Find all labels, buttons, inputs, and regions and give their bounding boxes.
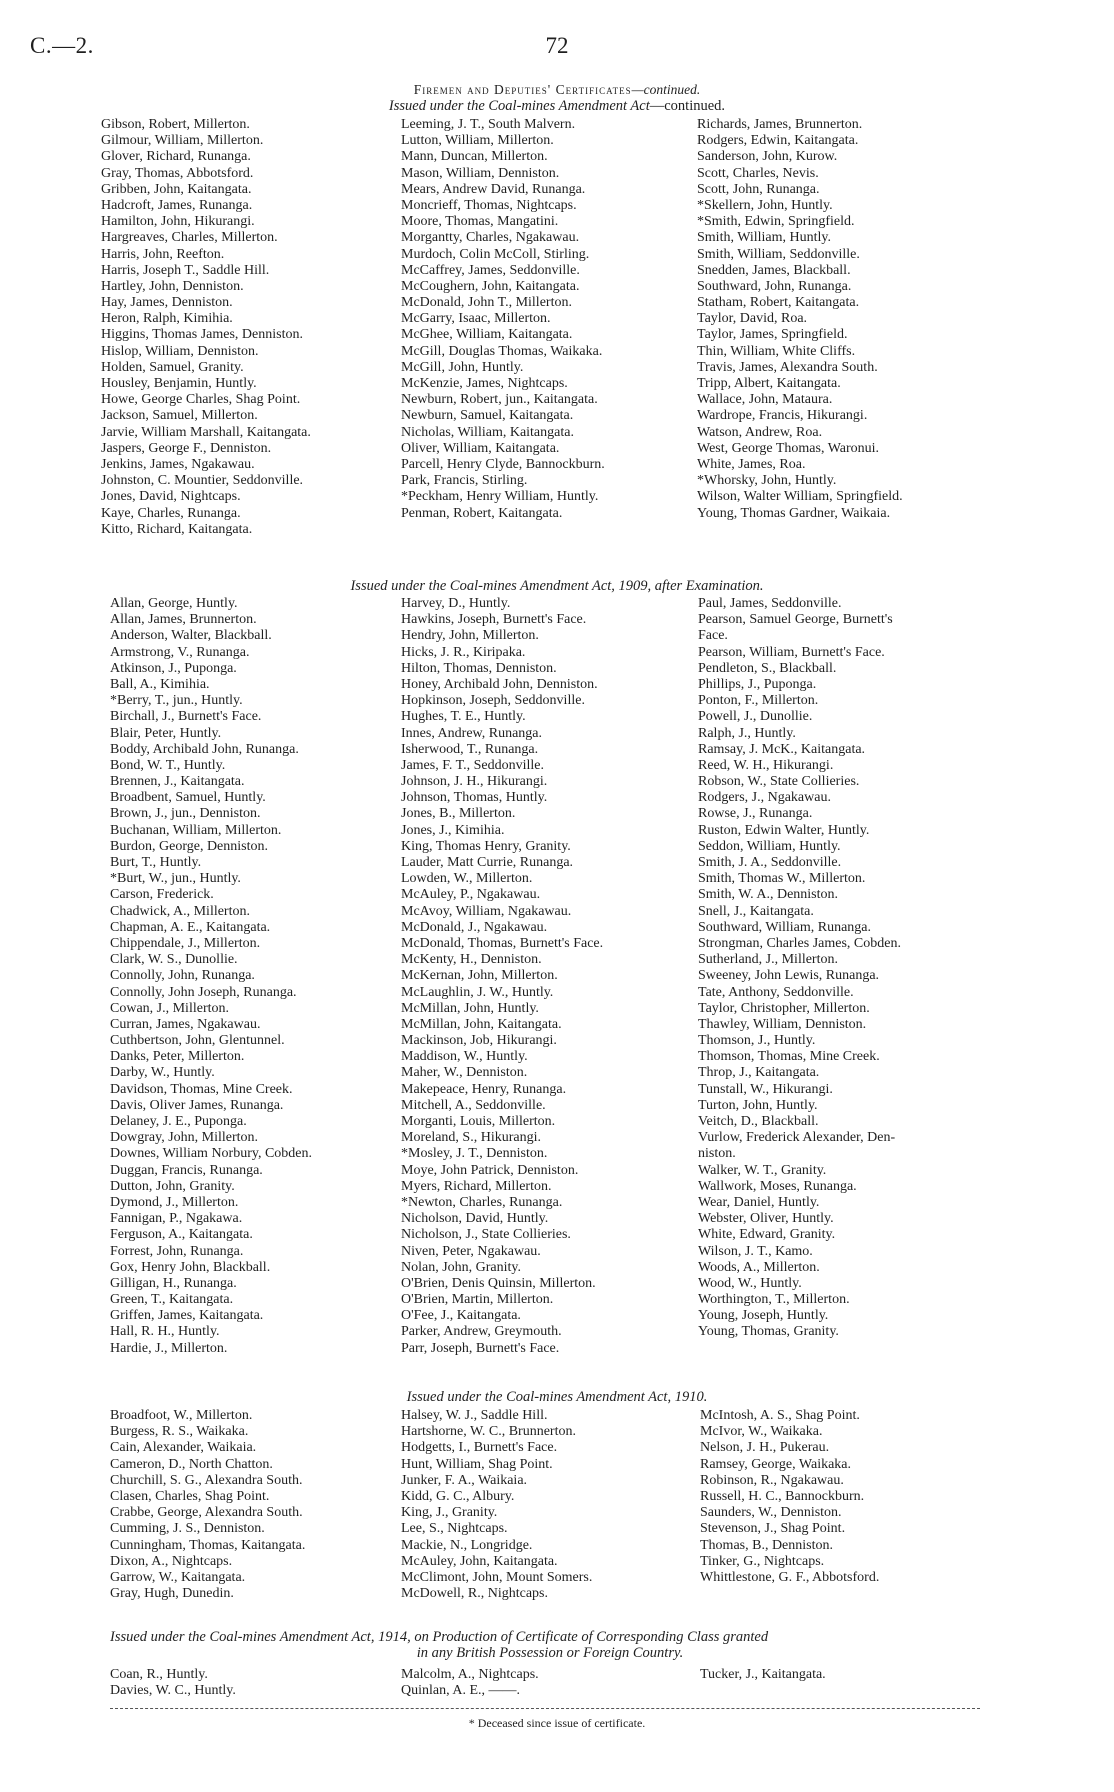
list-entry: Maher, W., Denniston. xyxy=(401,1065,528,1081)
list-entry: Parker, Andrew, Greymouth. xyxy=(401,1324,562,1340)
list-entry: Malcolm, A., Nightcaps. xyxy=(401,1667,539,1682)
list-entry: Jaspers, George F., Denniston. xyxy=(101,440,272,456)
list-entry: Lutton, William, Millerton. xyxy=(401,133,554,149)
list-entry: Russell, H. C., Bannockburn. xyxy=(700,1488,865,1504)
list-entry: Wilson, Walter William, Springfield. xyxy=(697,489,903,505)
list-entry: Clark, W. S., Dunollie. xyxy=(110,952,238,968)
list-entry: Davies, W. C., Huntly. xyxy=(110,1683,236,1699)
section3-title: Issued under the Coal-mines Amendment Act, 1910. xyxy=(406,1389,708,1405)
document-code: C.—2. xyxy=(30,33,94,58)
list-entry: *Peckham, Henry William, Huntly. xyxy=(401,489,599,505)
list-entry: Nicholson, J., State Collieries. xyxy=(401,1227,571,1243)
list-entry: O'Brien, Denis Quinsin, Millerton. xyxy=(401,1275,596,1291)
list-entry: Hislop, William, Denniston. xyxy=(101,343,259,359)
list-entry: Chapman, A. E., Kaitangata. xyxy=(110,919,271,935)
list-entry: Gray, Thomas, Abbotsford. xyxy=(101,165,254,181)
list-entry: Throp, J., Kaitangata. xyxy=(698,1065,820,1081)
list-entry: Duggan, Francis, Runanga. xyxy=(110,1162,263,1178)
section2-col1 xyxy=(110,596,312,1357)
list-entry: Seddon, William, Huntly. xyxy=(698,838,841,854)
list-entry: Morgantty, Charles, Ngakawau. xyxy=(401,230,580,246)
list-entry: Broadfoot, W., Millerton. xyxy=(110,1408,253,1423)
list-entry: Tripp, Albert, Kaitangata. xyxy=(697,376,841,391)
list-entry: Thomas, B., Denniston. xyxy=(700,1537,833,1553)
list-entry: Honey, Archibald John, Denniston. xyxy=(401,676,598,692)
list-entry: Hopkinson, Joseph, Seddonville. xyxy=(401,693,585,709)
list-entry: Harris, Joseph T., Saddle Hill. xyxy=(101,262,270,278)
list-entry: Wardrope, Francis, Hikurangi. xyxy=(697,408,868,424)
list-entry: Ponton, F., Millerton. xyxy=(698,693,819,709)
list-entry: McAuley, John, Kaitangata. xyxy=(401,1553,558,1569)
list-entry: Reed, W. H., Hikurangi. xyxy=(698,757,834,773)
list-entry: Gox, Henry John, Blackball. xyxy=(110,1259,271,1275)
list-entry: Jones, David, Nightcaps. xyxy=(101,489,241,505)
list-entry: Anderson, Walter, Blackball. xyxy=(110,628,272,644)
list-entry: Churchill, S. G., Alexandra South. xyxy=(110,1472,303,1488)
list-entry: Southward, John, Runanga. xyxy=(697,278,852,294)
list-entry: Mackinson, Job, Hikurangi. xyxy=(401,1033,557,1049)
list-entry: Mears, Andrew David, Runanga. xyxy=(401,181,586,197)
list-entry: Kidd, G. C., Albury. xyxy=(401,1488,515,1504)
list-entry: White, James, Roa. xyxy=(697,456,806,472)
list-entry: Griffen, James, Kaitangata. xyxy=(110,1308,264,1324)
list-entry: McAuley, P., Ngakawau. xyxy=(401,887,541,903)
list-entry: Nelson, J. H., Pukerau. xyxy=(700,1440,830,1456)
list-entry: *Berry, T., jun., Huntly. xyxy=(110,693,243,709)
list-entry: McMillan, John, Kaitangata. xyxy=(401,1016,562,1032)
list-entry: Hilton, Thomas, Denniston. xyxy=(401,660,557,676)
list-entry: Hargreaves, Charles, Millerton. xyxy=(101,230,278,246)
list-entry: Cuthbertson, John, Glentunnel. xyxy=(110,1033,285,1049)
list-entry: Downes, William Norbury, Cobden. xyxy=(110,1146,313,1162)
list-entry: Ferguson, A., Kaitangata. xyxy=(110,1227,253,1243)
list-entry: Dowgray, John, Millerton. xyxy=(110,1130,259,1146)
list-entry: Cowan, J., Millerton. xyxy=(110,1000,229,1016)
list-entry: Thomson, J., Huntly. xyxy=(698,1033,816,1049)
list-entry: Smith, William, Huntly. xyxy=(697,230,831,246)
list-entry: Rodgers, J., Ngakawau. xyxy=(698,790,831,806)
list-entry: *Whorsky, John, Huntly. xyxy=(697,473,837,489)
list-entry: McGarry, Isaac, Millerton. xyxy=(401,311,551,327)
list-entry: Ralph, J., Huntly. xyxy=(698,725,796,741)
list-entry: Travis, James, Alexandra South. xyxy=(697,359,878,375)
list-entry: Brennen, J., Kaitangata. xyxy=(110,774,245,790)
list-entry: Turton, John, Huntly. xyxy=(698,1097,818,1113)
list-entry: Jenkins, James, Ngakawau. xyxy=(101,456,255,472)
section4-title: Issued under the Coal-mines Amendment Act, 1914, on Production of Certificate of Corresponding Class granted in any British Possession or Foreign Country. xyxy=(110,1629,769,1661)
list-entry: Oliver, William, Kaitangata. xyxy=(401,440,560,456)
list-entry: Hall, R. H., Huntly. xyxy=(110,1324,220,1340)
list-entry: Hardie, J., Millerton. xyxy=(110,1340,228,1356)
list-entry: Delaney, J. E., Puponga. xyxy=(110,1114,247,1129)
list-entry: Davis, Oliver James, Runanga. xyxy=(110,1097,284,1113)
list-entry: White, Edward, Granity. xyxy=(698,1227,836,1243)
list-entry: Tinker, G., Nightcaps. xyxy=(700,1553,825,1569)
list-entry: Paul, James, Seddonville. xyxy=(698,596,842,611)
list-entry: Howe, George Charles, Shag Point. xyxy=(101,392,301,408)
list-entry: Gibson, Robert, Millerton. xyxy=(101,117,250,132)
list-entry: McGill, Douglas Thomas, Waikaka. xyxy=(401,343,603,359)
list-entry: Richards, James, Brunnerton. xyxy=(697,117,863,132)
list-entry: Davidson, Thomas, Mine Creek. xyxy=(110,1081,293,1097)
list-entry: Wood, W., Huntly. xyxy=(698,1275,802,1291)
section-title-main: Firemen and Deputies' Certificates xyxy=(413,82,632,97)
list-entry: Gilligan, H., Runanga. xyxy=(110,1275,237,1291)
list-entry: Thin, William, White Cliffs. xyxy=(697,343,856,359)
list-entry: Green, T., Kaitangata. xyxy=(110,1292,234,1308)
list-entry: Jones, J., Kimihia. xyxy=(401,822,505,838)
list-entry: Sweeney, John Lewis, Runanga. xyxy=(698,968,880,984)
list-entry: James, F. T., Seddonville. xyxy=(401,757,545,773)
list-entry: Snell, J., Kaitangata. xyxy=(698,903,814,919)
list-entry: Robson, W., State Collieries. xyxy=(698,774,860,790)
list-entry: Burgess, R. S., Waikaka. xyxy=(110,1424,249,1440)
list-entry: Nicholas, William, Kaitangata. xyxy=(401,424,574,440)
list-entry: Holden, Samuel, Granity. xyxy=(101,359,244,375)
list-entry: Whittlestone, G. F., Abbotsford. xyxy=(700,1569,880,1585)
list-entry: Taylor, Christopher, Millerton. xyxy=(698,1000,870,1016)
list-entry: Tunstall, W., Hikurangi. xyxy=(698,1081,833,1097)
list-entry: Dixon, A., Nightcaps. xyxy=(110,1553,233,1569)
list-entry: Cunningham, Thomas, Kaitangata. xyxy=(110,1537,306,1553)
list-entry: Smith, W. A., Denniston. xyxy=(698,887,839,903)
list-entry: Moye, John Patrick, Denniston. xyxy=(401,1162,579,1178)
section2-col3 xyxy=(698,596,901,1341)
section4-col2 xyxy=(401,1667,539,1699)
list-entry: McGill, John, Huntly. xyxy=(401,359,524,375)
list-entry: McIntosh, A. S., Shag Point. xyxy=(700,1408,860,1423)
list-entry: Johnson, J. H., Hikurangi. xyxy=(401,774,548,790)
list-entry: Dutton, John, Granity. xyxy=(110,1178,235,1194)
list-entry: Coan, R., Huntly. xyxy=(110,1667,208,1682)
list-entry: Snedden, James, Blackball. xyxy=(697,262,851,278)
list-entry: Newburn, Samuel, Kaitangata. xyxy=(401,408,574,424)
list-entry: Glover, Richard, Runanga. xyxy=(101,149,251,165)
list-entry: West, George Thomas, Waronui. xyxy=(697,440,880,456)
list-entry: Mason, William, Denniston. xyxy=(401,165,560,181)
list-entry: Smith, William, Seddonville. xyxy=(697,246,860,262)
section3-col2 xyxy=(401,1408,592,1602)
list-entry: McDowell, R., Nightcaps. xyxy=(401,1586,548,1602)
list-entry: Chadwick, A., Millerton. xyxy=(110,903,250,919)
list-entry: Jackson, Samuel, Millerton. xyxy=(101,408,258,424)
list-entry: McClimont, John, Mount Somers. xyxy=(401,1569,593,1585)
list-entry: Jones, B., Millerton. xyxy=(401,806,516,822)
section4-col1 xyxy=(110,1667,236,1699)
list-entry: Wallwork, Moses, Runanga. xyxy=(698,1178,857,1194)
list-entry: Housley, Benjamin, Huntly. xyxy=(101,376,257,391)
list-entry: Hartshorne, W. C., Brunnerton. xyxy=(401,1424,576,1440)
list-entry: Johnson, Thomas, Huntly. xyxy=(401,790,548,806)
list-entry: Gilmour, William, Millerton. xyxy=(101,133,264,149)
list-entry: McLaughlin, J. W., Huntly. xyxy=(401,984,554,1000)
list-entry: Bond, W. T., Huntly. xyxy=(110,757,226,773)
section1-col3 xyxy=(697,117,903,522)
list-entry: Clasen, Charles, Shag Point. xyxy=(110,1488,270,1504)
list-entry: Gribben, John, Kaitangata. xyxy=(101,181,252,197)
list-entry: Leeming, J. T., South Malvern. xyxy=(401,117,576,132)
list-entry: *Mosley, J. T., Denniston. xyxy=(401,1146,548,1162)
list-entry: Jarvie, William Marshall, Kaitangata. xyxy=(101,424,311,440)
list-entry: Lee, S., Nightcaps. xyxy=(401,1521,508,1537)
list-entry: Smith, J. A., Seddonville. xyxy=(698,855,842,870)
list-entry: Strongman, Charles James, Cobden. xyxy=(698,935,901,951)
list-entry: Wilson, J. T., Kamo. xyxy=(698,1243,813,1259)
list-entry: Powell, J., Dunollie. xyxy=(698,709,813,725)
list-entry: Morganti, Louis, Millerton. xyxy=(401,1114,556,1129)
section1-col2 xyxy=(401,117,605,522)
list-entry: McIvor, W., Waikaka. xyxy=(700,1424,823,1440)
list-entry: Young, Thomas, Granity. xyxy=(698,1324,839,1340)
list-entry: Fannigan, P., Ngakawa. xyxy=(110,1211,243,1227)
list-entry: Blair, Peter, Huntly. xyxy=(110,725,222,741)
list-entry: Heron, Ralph, Kimihia. xyxy=(101,311,233,327)
list-entry: Webster, Oliver, Huntly. xyxy=(698,1211,834,1227)
section2-col2 xyxy=(401,596,603,1357)
section4-col3 xyxy=(700,1667,826,1683)
list-entry: Curran, James, Ngakawau. xyxy=(110,1016,261,1032)
list-entry: Gray, Hugh, Dunedin. xyxy=(110,1586,234,1602)
list-entry: McCaffrey, James, Seddonville. xyxy=(401,262,580,278)
list-entry: Garrow, W., Kaitangata. xyxy=(110,1569,246,1585)
list-entry: Ramsey, George, Waikaka. xyxy=(700,1456,852,1472)
list-entry: Tate, Anthony, Seddonville. xyxy=(698,984,854,1000)
list-entry: *Burt, W., jun., Huntly. xyxy=(110,871,241,887)
list-entry: Cameron, D., North Chatton. xyxy=(110,1456,273,1472)
list-entry: Brown, J., jun., Denniston. xyxy=(110,806,261,822)
list-entry: Woods, A., Millerton. xyxy=(698,1259,820,1275)
list-entry: Hawkins, Joseph, Burnett's Face. xyxy=(401,612,587,628)
list-entry: Cumming, J. S., Denniston. xyxy=(110,1521,265,1537)
list-entry: Rowse, J., Runanga. xyxy=(698,806,813,822)
footnote: * Deceased since issue of certificate. xyxy=(468,1716,646,1730)
list-entry: McKenty, H., Denniston. xyxy=(401,952,542,968)
list-entry: *Skellern, John, Huntly. xyxy=(697,197,833,213)
list-entry: McDonald, John T., Millerton. xyxy=(401,295,572,311)
list-entry: Hay, James, Denniston. xyxy=(101,295,233,311)
list-entry: Hadcroft, James, Runanga. xyxy=(101,197,253,213)
list-entry: Chippendale, J., Millerton. xyxy=(110,935,261,951)
section3-col1 xyxy=(110,1408,305,1602)
list-entry: Innes, Andrew, Runanga. xyxy=(401,725,543,741)
list-entry: Isherwood, T., Runanga. xyxy=(401,741,539,757)
list-entry: McKenzie, James, Nightcaps. xyxy=(401,376,568,391)
list-entry: Kitto, Richard, Kaitangata. xyxy=(101,521,253,537)
list-entry: Statham, Robert, Kaitangata. xyxy=(697,295,860,311)
list-entry: Junker, F. A., Waikaia. xyxy=(401,1472,528,1488)
list-entry: Saunders, W., Denniston. xyxy=(700,1505,842,1521)
list-entry: Darby, W., Huntly. xyxy=(110,1065,215,1081)
list-entry: O'Brien, Martin, Millerton. xyxy=(401,1292,554,1308)
list-entry: Connolly, John, Runanga. xyxy=(110,968,255,984)
list-entry: Taylor, David, Roa. xyxy=(697,311,808,327)
list-entry: Hodgetts, I., Burnett's Face. xyxy=(401,1440,558,1456)
list-entry: Scott, John, Runanga. xyxy=(697,181,820,197)
list-entry: niston. xyxy=(698,1146,736,1162)
list-entry: Johnston, C. Mountier, Seddonville. xyxy=(101,473,304,489)
section1-col1 xyxy=(101,117,311,538)
list-entry: Phillips, J., Puponga. xyxy=(698,676,817,692)
list-entry: Young, Thomas Gardner, Waikaia. xyxy=(697,505,891,521)
list-entry: Robinson, R., Ngakawau. xyxy=(700,1472,844,1488)
list-entry: *Smith, Edwin, Springfield. xyxy=(697,214,855,230)
list-entry: McKernan, John, Millerton. xyxy=(401,968,558,984)
list-entry: Thomson, Thomas, Mine Creek. xyxy=(698,1049,880,1065)
list-entry: Tucker, J., Kaitangata. xyxy=(700,1667,826,1682)
list-entry: Birchall, J., Burnett's Face. xyxy=(110,709,262,725)
list-entry: Wear, Daniel, Huntly. xyxy=(698,1194,820,1210)
list-entry: *Newton, Charles, Runanga. xyxy=(401,1194,563,1210)
list-entry: Thawley, William, Denniston. xyxy=(698,1016,867,1032)
list-entry: Danks, Peter, Millerton. xyxy=(110,1049,245,1065)
list-entry: Sanderson, John, Kurow. xyxy=(697,149,838,165)
list-entry: McMillan, John, Huntly. xyxy=(401,1000,539,1016)
list-entry: McCoughern, John, Kaitangata. xyxy=(401,278,580,294)
list-entry: Southward, William, Runanga. xyxy=(698,919,871,935)
list-entry: Broadbent, Samuel, Huntly. xyxy=(110,790,266,806)
list-entry: Rodgers, Edwin, Kaitangata. xyxy=(697,133,859,149)
list-entry: Sutherland, J., Millerton. xyxy=(698,952,838,968)
list-entry: King, Thomas Henry, Granity. xyxy=(401,838,571,854)
list-entry: Armstrong, V., Runanga. xyxy=(110,644,250,660)
list-entry: Maddison, W., Huntly. xyxy=(401,1049,528,1065)
list-entry: Wallace, John, Mataura. xyxy=(697,392,833,408)
list-entry: Allan, James, Brunnerton. xyxy=(110,612,257,628)
list-entry: Harris, John, Reefton. xyxy=(101,246,225,262)
list-entry: Penman, Robert, Kaitangata. xyxy=(401,505,563,521)
list-entry: Hicks, J. R., Kiripaka. xyxy=(401,644,526,660)
list-entry: Moreland, S., Hikurangi. xyxy=(401,1130,541,1146)
list-entry: Veitch, D., Blackball. xyxy=(698,1114,819,1129)
list-entry: O'Fee, J., Kaitangata. xyxy=(401,1308,521,1324)
section3-col3 xyxy=(700,1408,879,1586)
list-entry: Hendry, John, Millerton. xyxy=(401,628,539,644)
list-entry: Murdoch, Colin McColl, Stirling. xyxy=(401,246,590,262)
list-entry: Newburn, Robert, jun., Kaitangata. xyxy=(401,392,598,408)
list-entry: Buchanan, William, Millerton. xyxy=(110,822,282,838)
list-entry: Vurlow, Frederick Alexander, Den- xyxy=(698,1130,896,1146)
list-entry: Mitchell, A., Seddonville. xyxy=(401,1097,546,1113)
list-entry: Hartley, John, Denniston. xyxy=(101,278,244,294)
list-entry: Park, Francis, Stirling. xyxy=(401,473,528,489)
list-entry: Crabbe, George, Alexandra South. xyxy=(110,1505,303,1521)
list-entry: King, J., Granity. xyxy=(401,1505,498,1521)
list-entry: Pearson, Samuel George, Burnett's xyxy=(698,612,893,628)
section-title xyxy=(0,82,1114,98)
list-entry: Nolan, John, Granity. xyxy=(401,1259,522,1275)
list-entry: Scott, Charles, Nevis. xyxy=(697,165,819,181)
list-entry: Young, Joseph, Huntly. xyxy=(698,1308,829,1324)
list-entry: Forrest, John, Runanga. xyxy=(110,1243,244,1259)
list-entry: McDonald, J., Ngakawau. xyxy=(401,919,548,935)
list-entry: Moore, Thomas, Mangatini. xyxy=(401,214,559,230)
list-entry: Moncrieff, Thomas, Nightcaps. xyxy=(401,197,577,213)
section1-subtitle: Issued under the Coal-mines Amendment Act—continued. xyxy=(388,98,726,114)
list-entry: Halsey, W. J., Saddle Hill. xyxy=(401,1408,548,1423)
page-number: 72 xyxy=(545,33,569,58)
list-entry: Cain, Alexander, Waikaia. xyxy=(110,1440,257,1456)
list-entry: McAvoy, William, Ngakawau. xyxy=(401,903,572,919)
list-entry: Ball, A., Kimihia. xyxy=(110,676,210,692)
list-entry: Hughes, T. E., Huntly. xyxy=(401,709,526,725)
list-entry: Walker, W. T., Granity. xyxy=(698,1162,827,1178)
list-entry: Mackie, N., Longridge. xyxy=(401,1537,533,1553)
list-entry: Boddy, Archibald John, Runanga. xyxy=(110,741,299,757)
list-entry: Pendleton, S., Blackball. xyxy=(698,660,837,676)
list-entry: Burt, T., Huntly. xyxy=(110,855,202,870)
list-entry: Face. xyxy=(698,628,728,644)
list-entry: Parcell, Henry Clyde, Bannockburn. xyxy=(401,456,605,472)
list-entry: Ramsay, J. McK., Kaitangata. xyxy=(698,741,866,757)
list-entry: Burdon, George, Denniston. xyxy=(110,838,268,854)
list-entry: Connolly, John Joseph, Runanga. xyxy=(110,984,297,1000)
footnote-divider xyxy=(110,1708,980,1709)
list-entry: Lowden, W., Millerton. xyxy=(401,871,533,887)
list-entry: Hamilton, John, Hikurangi. xyxy=(101,214,255,230)
list-entry: Mann, Duncan, Millerton. xyxy=(401,149,548,165)
list-entry: Atkinson, J., Puponga. xyxy=(110,660,237,676)
list-entry: Carson, Frederick. xyxy=(110,887,214,903)
list-entry: Stevenson, J., Shag Point. xyxy=(700,1521,846,1537)
section-title-continued: —continued. xyxy=(631,82,701,97)
list-entry: Pearson, William, Burnett's Face. xyxy=(698,644,885,660)
list-entry: Quinlan, A. E., ——. xyxy=(401,1683,520,1699)
list-entry: Niven, Peter, Ngakawau. xyxy=(401,1243,541,1259)
section2-title: Issued under the Coal-mines Amendment Act, 1909, after Examination. xyxy=(350,578,764,594)
list-entry: Myers, Richard, Millerton. xyxy=(401,1178,552,1194)
list-entry: Worthington, T., Millerton. xyxy=(698,1292,850,1308)
list-entry: Kaye, Charles, Runanga. xyxy=(101,505,241,521)
list-entry: Smith, Thomas W., Millerton. xyxy=(698,871,866,887)
list-entry: Harvey, D., Huntly. xyxy=(401,596,511,611)
list-entry: Makepeace, Henry, Runanga. xyxy=(401,1081,567,1097)
list-entry: Ruston, Edwin Walter, Huntly. xyxy=(698,822,870,838)
list-entry: Dymond, J., Millerton. xyxy=(110,1194,239,1210)
list-entry: Allan, George, Huntly. xyxy=(110,596,238,611)
list-entry: McGhee, William, Kaitangata. xyxy=(401,327,573,343)
list-entry: Parr, Joseph, Burnett's Face. xyxy=(401,1340,560,1356)
list-entry: Higgins, Thomas James, Denniston. xyxy=(101,327,303,343)
list-entry: Watson, Andrew, Roa. xyxy=(697,424,823,440)
list-entry: Hunt, William, Shag Point. xyxy=(401,1456,553,1472)
list-entry: Lauder, Matt Currie, Runanga. xyxy=(401,855,574,870)
list-entry: Taylor, James, Springfield. xyxy=(697,327,848,343)
list-entry: Nicholson, David, Huntly. xyxy=(401,1211,549,1227)
list-entry: McDonald, Thomas, Burnett's Face. xyxy=(401,935,604,951)
